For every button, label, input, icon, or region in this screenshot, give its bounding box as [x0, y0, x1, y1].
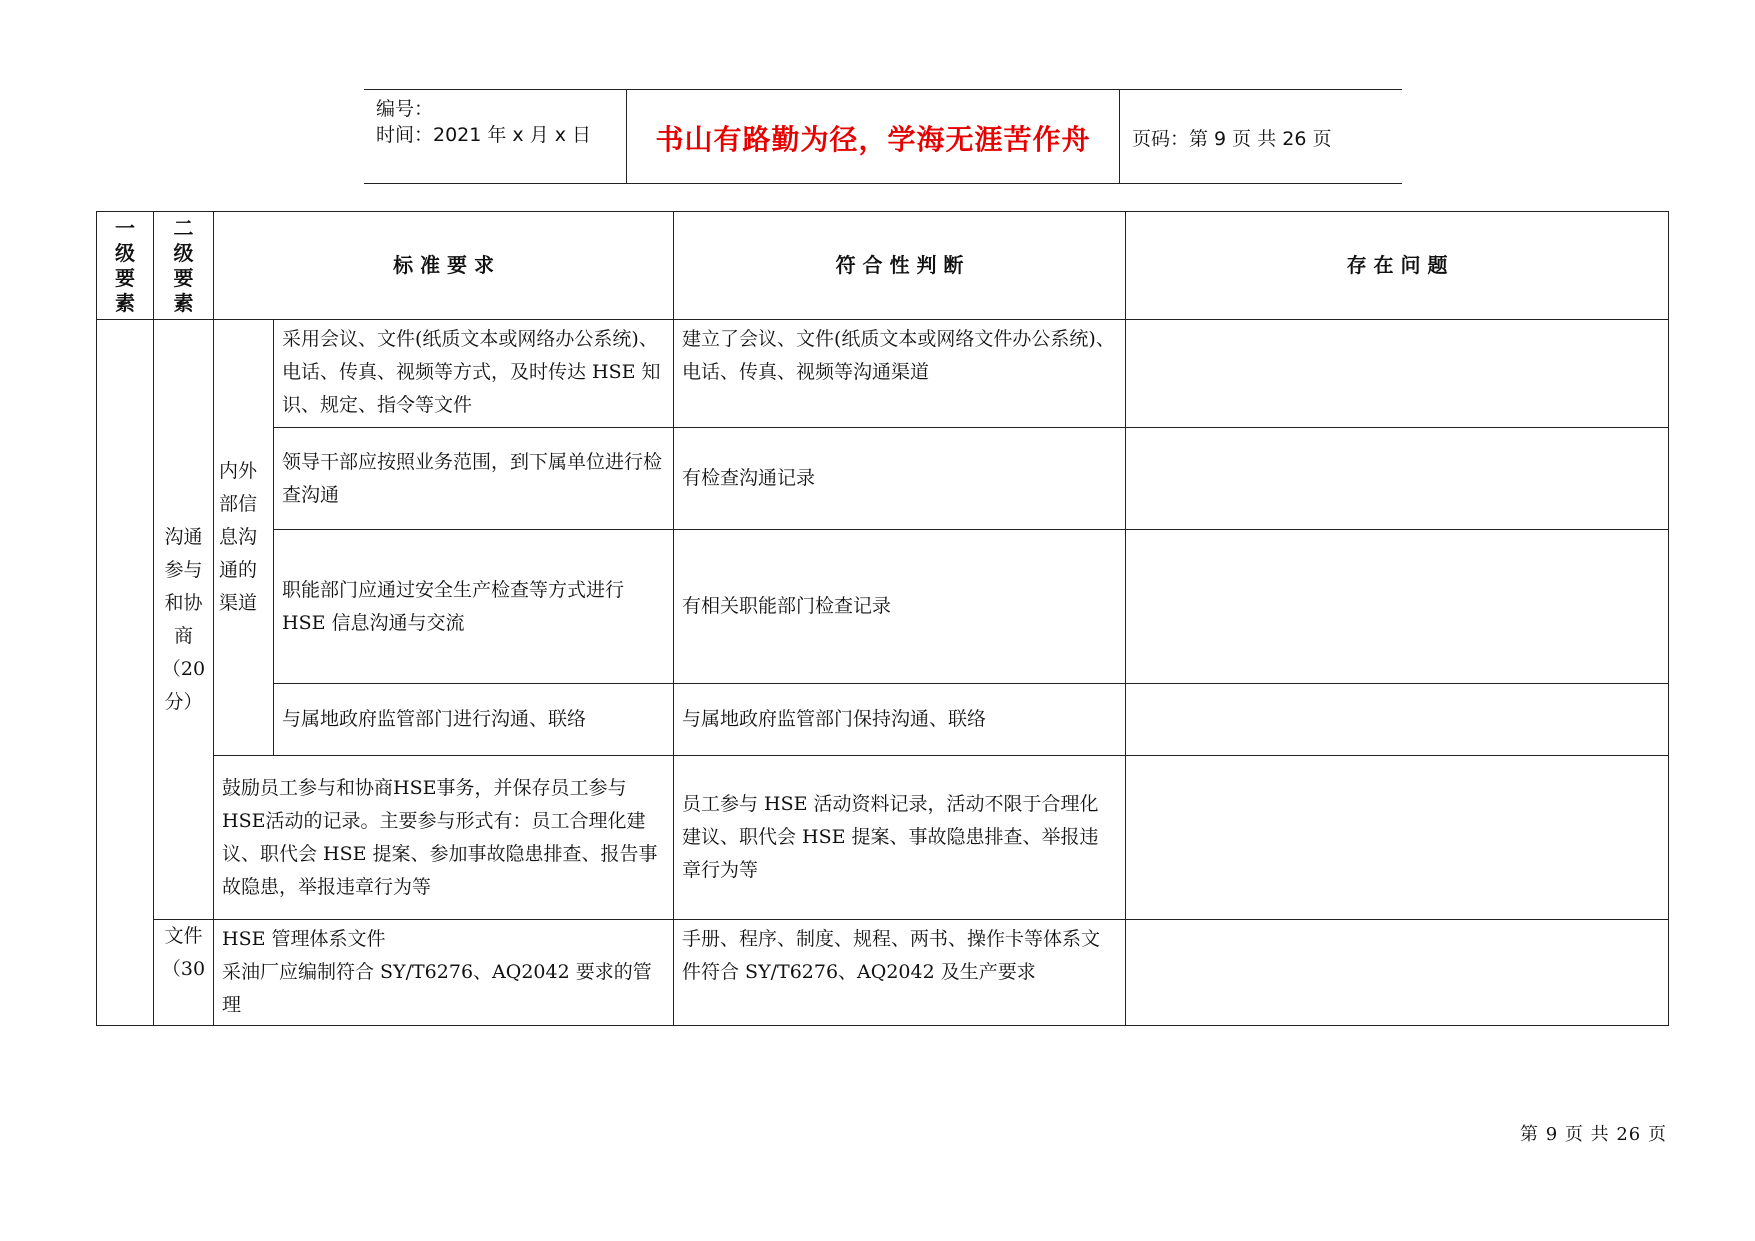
judgement-cell: 建立了会议、文件(纸质文本或网络文件办公系统)、电话、传真、视频等沟通渠道 [674, 320, 1126, 428]
standard-cell: 鼓励员工参与和协商HSE事务，并保存员工参与HSE活动的记录。主要参与形式有：员工合理化建议、职代会 HSE 提案、参加事故隐患排查、报告事故隐患，举报违章行为等 [214, 756, 674, 920]
document-number-label: 编号： [376, 98, 434, 120]
header-center-cell [627, 90, 1120, 183]
table-row [97, 428, 1669, 530]
header-level1: 一 级 要 素 [97, 212, 154, 320]
issues-cell [1126, 920, 1669, 1026]
footer-page-number: 第 9 页 共 26 页 [1520, 1124, 1667, 1145]
standard-cell: 职能部门应通过安全生产检查等方式进行 HSE 信息沟通与交流 [274, 530, 674, 684]
sub-item-cell: 内外部信息沟通的渠道 [214, 320, 274, 756]
header-page-label: 页码：第 9 页 共 26 页 [1132, 128, 1332, 150]
table-row [97, 530, 1669, 684]
issues-cell [1126, 530, 1669, 684]
issues-cell [1126, 428, 1669, 530]
issues-cell [1126, 684, 1669, 756]
level2-cell: 沟通参与和协商（20分） [154, 320, 214, 920]
standard-cell: 与属地政府监管部门进行沟通、联络 [274, 684, 674, 756]
judgement-cell: 与属地政府监管部门保持沟通、联络 [674, 684, 1126, 756]
requirements-table [96, 211, 1669, 1026]
document-header [364, 89, 1402, 184]
table-row [97, 756, 1669, 920]
motto: 书山有路勤为径，学海无涯苦作舟 [655, 123, 1091, 156]
table-row [97, 920, 1669, 1026]
table-row [97, 684, 1669, 756]
judgement-cell: 员工参与 HSE 活动资料记录，活动不限于合理化建议、职代会 HSE 提案、事故隐患排查、举报违章行为等 [674, 756, 1126, 920]
issues-cell [1126, 320, 1669, 428]
judgement-cell: 有检查沟通记录 [674, 428, 1126, 530]
header-judgement: 符 合 性 判 断 [674, 212, 1126, 320]
header-issues: 存 在 问 题 [1126, 212, 1669, 320]
table-row [97, 320, 1669, 428]
table-header-row [97, 212, 1669, 320]
header-level2: 二 级 要 素 [154, 212, 214, 320]
standard-cell: 领导干部应按照业务范围，到下属单位进行检查沟通 [274, 428, 674, 530]
level2-cell: 文件（30 [154, 920, 214, 1026]
standard-cell: 采用会议、文件(纸质文本或网络办公系统)、电话、传真、视频等方式，及时传达 HSE 知识、规定、指令等文件 [274, 320, 674, 428]
header-left-cell [364, 90, 627, 183]
judgement-cell: 有相关职能部门检查记录 [674, 530, 1126, 684]
header-right-cell [1120, 90, 1402, 183]
issues-cell [1126, 756, 1669, 920]
header-standard: 标 准 要 求 [214, 212, 674, 320]
standard-cell: HSE 管理体系文件 采油厂应编制符合 SY/T6276、AQ2042 要求的管理 [214, 920, 674, 1026]
document-time-label: 时间：2021 年 x 月 x 日 [376, 124, 592, 146]
level1-cell [97, 320, 154, 1026]
judgement-cell: 手册、程序、制度、规程、两书、操作卡等体系文件符合 SY/T6276、AQ2042 及生产要求 [674, 920, 1126, 1026]
